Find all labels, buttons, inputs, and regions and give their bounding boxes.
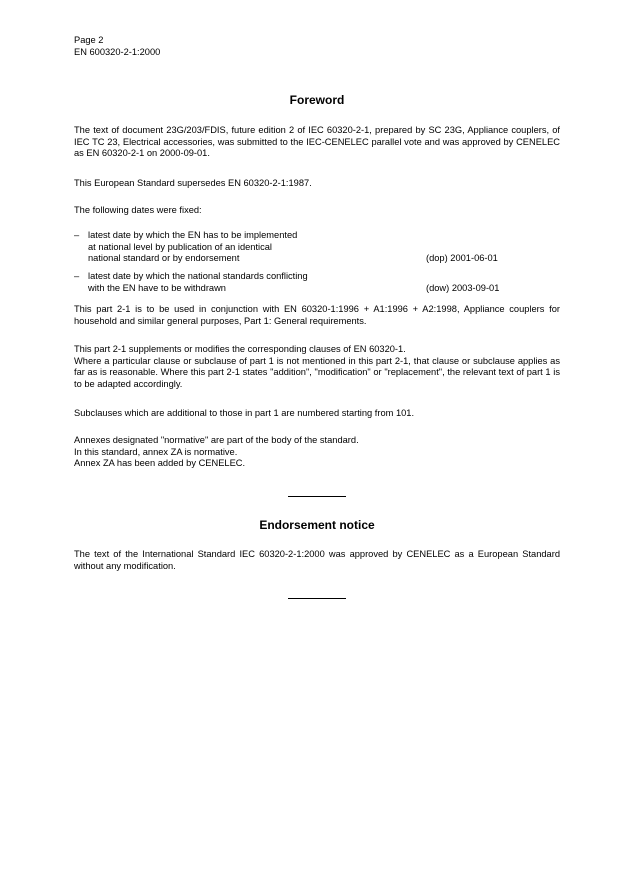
foreword-paragraph-4: This part 2-1 is to be used in conjunction with EN 60320-1:1996 + A1:1996 + A2:1998, Appliance couplers for household and similar general purposes, Part 1: General requirements. [74,304,560,326]
document-id: EN 600320-2-1:2000 [74,46,161,57]
foreword-paragraph-2: This European Standard supersedes EN 60320-2-1:1987. [74,178,312,188]
date-item-dop [74,230,560,266]
date-item-line: latest date by which the national standards conflicting [88,271,308,281]
endorsement-heading: Endorsement notice [259,518,375,532]
date-item-text [88,230,428,265]
foreword-paragraph-6: Subclauses which are additional to those in part 1 are numbered starting from 101. [74,408,415,418]
foreword-paragraph-5a: This part 2-1 supplements or modifies the corresponding clauses of EN 60320-1. [74,344,406,354]
date-item-line: at national level by publication of an identical [88,241,272,252]
section-divider [288,598,346,599]
date-item-line: latest date by which the EN has to be implemented [88,230,298,240]
date-value-dop: (dop) 2001-06-01 [426,253,498,263]
endorsement-paragraph: The text of the International Standard IEC 60320-2-1:2000 was approved by CENELEC as a European Standard without any modification. [74,549,560,571]
date-item-dow [74,271,560,295]
foreword-paragraph-7c: Annex ZA has been added by CENELEC. [74,458,246,468]
date-item-text [88,271,428,294]
list-dash: – [74,271,80,281]
section-divider [288,496,346,497]
foreword-paragraph-7b: In this standard, annex ZA is normative. [74,446,238,457]
date-item-line: national standard or by endorsement [88,253,240,263]
foreword-paragraph-1: The text of document 23G/203/FDIS, future edition 2 of IEC 60320-2-1, prepared by SC 23G, Appliance couplers, of IEC TC 23, Electrical accessories, was submitted to the IEC-CENELEC parallel vote and was approved by CENELEC as EN 60320-2-1 on 2000-09-01. [74,125,560,158]
date-value-dow: (dow) 2003-09-01 [426,283,500,293]
foreword-paragraph-5b: Where a particular clause or subclause of part 1 is not mentioned in this part 2-1, that clause or subclause applies as far as is reasonable. Where this part 2-1 states "addition", "modification" or "replacement", the relevant text of part 1 is to be adapted accordingly. [74,355,560,389]
foreword-paragraph-7a: Annexes designated "normative" are part of the body of the standard. [74,435,359,445]
page-number: Page 2 [74,35,104,45]
page-header [74,35,160,58]
foreword-paragraph-3: The following dates were fixed: [74,205,202,215]
list-dash: – [74,230,80,240]
date-item-line: with the EN have to be withdrawn [88,282,226,293]
foreword-heading: Foreword [289,93,345,107]
